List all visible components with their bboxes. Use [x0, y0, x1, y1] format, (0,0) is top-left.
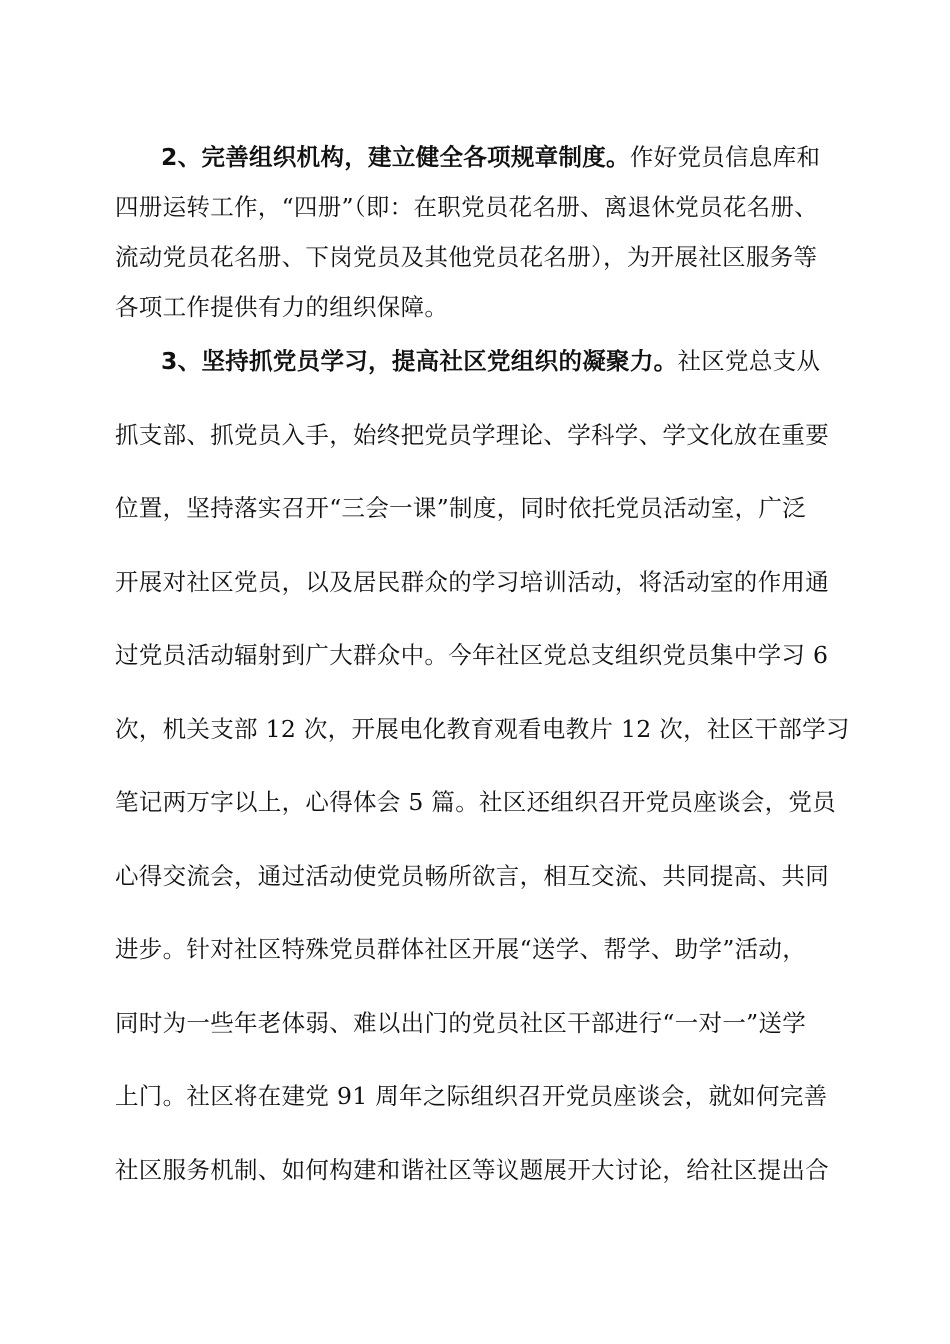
paragraph-3-line-1 — [115, 325, 855, 399]
paragraph-2-heading: 2、完善组织机构，建立健全各项规章制度。 — [161, 143, 630, 171]
paragraph-3-line-5: 过党员活动辐射到广大群众中。今年社区党总支组织党员集中学习 6 — [115, 641, 829, 669]
paragraph-2-text: 作好党员信息库和 — [629, 143, 821, 171]
paragraph-2-line-1 — [115, 132, 855, 182]
paragraph-3-line-8: 心得交流会，通过活动使党员畅所欲言，相互交流、共同提高、共同 — [115, 861, 829, 890]
paragraph-3-line-2: 抓支部、抓党员入手，始终把党员学理论、学科学、学文化放在重要 — [115, 420, 829, 449]
paragraph-3-line-10: 同时为一些年老体弱、难以出门的党员社区干部进行“一对一”送学 — [115, 1008, 807, 1037]
paragraph-3-line-11: 上门。社区将在建党 91 周年之际组织召开党员座谈会，就如何完善 — [115, 1082, 828, 1110]
paragraph-3-line-7: 笔记两万字以上，心得体会 5 篇。社区还组织召开党员座谈会，党员 — [115, 788, 836, 816]
paragraph-3-line-12: 社区服务机制、如何构建和谐社区等议题展开大讨论，给社区提出合 — [115, 1155, 829, 1184]
paragraph-3-line-3: 位置，坚持落实召开“三会一课”制度，同时依托党员活动室，广泛 — [115, 494, 807, 522]
paragraph-3-line-9: 进步。针对社区特殊党员群体社区开展“送学、帮学、助学”活动， — [115, 935, 807, 963]
paragraph-3-line-6: 次，机关支部 12 次，开展电化教育观看电教片 12 次，社区干部学习 — [115, 714, 850, 743]
paragraph-2 — [115, 132, 855, 332]
paragraph-3-text: 社区党总支从 — [677, 347, 821, 375]
paragraph-3 — [115, 325, 855, 1207]
paragraph-3-line-4: 开展对社区党员，以及居民群众的学习培训活动，将活动室的作用通 — [115, 567, 829, 596]
paragraph-3-heading: 3、坚持抓党员学习，提高社区党组织的凝聚力。 — [161, 347, 678, 375]
paragraph-2-line-2: 四册运转工作，“四册”（即：在职党员花名册、离退休党员花名册、 — [115, 193, 819, 221]
paragraph-2-line-3: 流动党员花名册、下岗党员及其他党员花名册），为开展社区服务等 — [115, 243, 818, 271]
paragraph-2-line-4: 各项工作提供有力的组织保障。 — [115, 293, 449, 321]
